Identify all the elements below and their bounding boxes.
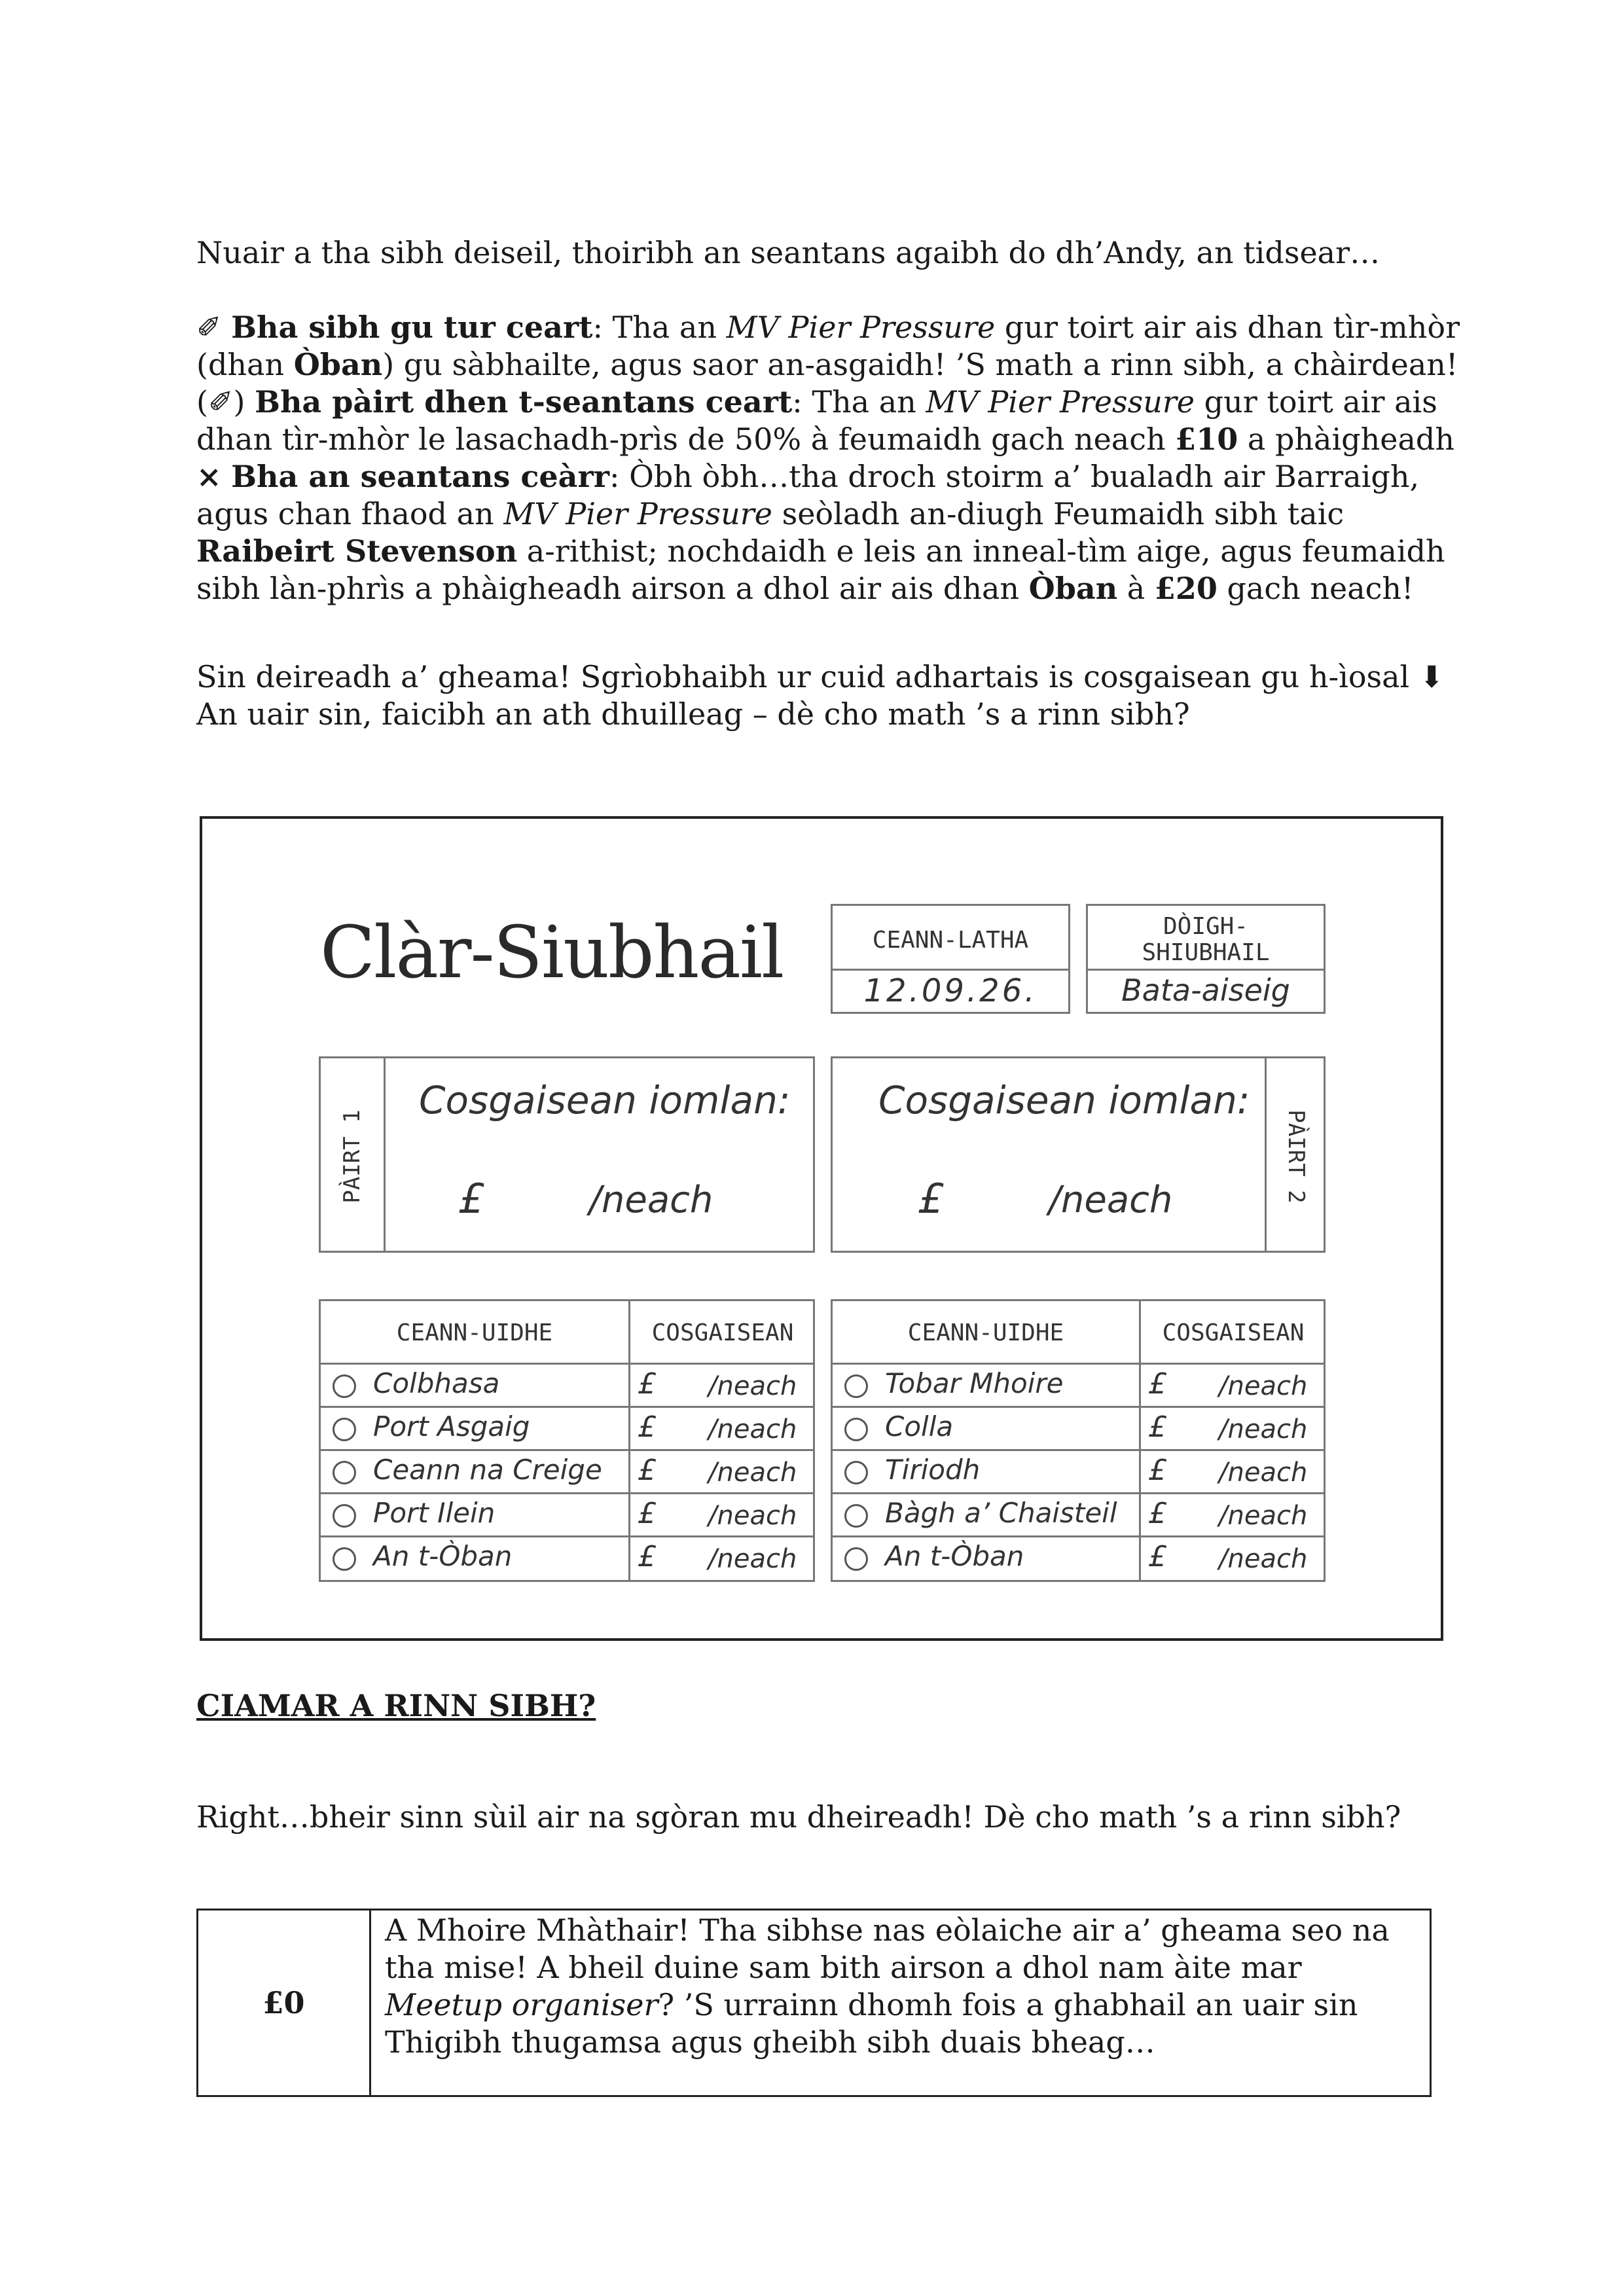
destination-row <box>321 1406 813 1451</box>
mode-label <box>1088 914 1324 966</box>
pair1-per-person: /neach <box>589 1179 713 1221</box>
outcome-text: gur toirt air ais dhan tìr-mhòr le lasachadh-prìs de 50% à feumaidh gach neach <box>196 384 1437 457</box>
destination-row <box>321 1449 813 1494</box>
pair2-pound[interactable]: £ <box>918 1175 944 1223</box>
cost-pound[interactable]: £ <box>1148 1540 1166 1573</box>
itinerary-card <box>200 816 1443 1641</box>
section-intro: Right…bheir sinn sùil air na sgòran mu dheireadh! Dè cho math ’s a rinn sibh? <box>196 1799 1401 1835</box>
outcome-text: à <box>1117 571 1155 606</box>
pair2-per-person: /neach <box>1049 1179 1173 1221</box>
destination-name: An t-Òban <box>885 1540 1024 1572</box>
cost-per-person: /neach <box>708 1501 797 1531</box>
destination-name: Bàgh a’ Chaisteil <box>885 1497 1117 1529</box>
cost-pound[interactable]: £ <box>1148 1410 1166 1444</box>
pair1-pound[interactable]: £ <box>458 1175 484 1223</box>
destination-name: Tobar Mhoire <box>885 1367 1064 1399</box>
check-icon: ✐ <box>196 310 222 345</box>
destination-row <box>321 1363 813 1408</box>
end-note-text: Sin deireadh a’ gheama! Sgrìobhaibh ur cuid adhartais is cosgaisean gu h-ìosal <box>196 659 1419 694</box>
cost-pound[interactable]: £ <box>1148 1367 1166 1401</box>
destination-name: Colbhasa <box>373 1367 500 1399</box>
down-arrow-icon: ⬇ <box>1418 659 1445 694</box>
outcome-text: : Tha an <box>592 310 727 345</box>
outcome-list <box>196 309 1473 607</box>
destination-radio[interactable] <box>844 1504 868 1528</box>
destination-name: Port Asgaig <box>373 1410 530 1443</box>
date-value[interactable]: 12.09.26. <box>863 973 1038 1009</box>
destination-radio[interactable] <box>333 1418 356 1441</box>
cost-pound[interactable]: £ <box>1148 1497 1166 1530</box>
outcome-text: : Òbh òbh…tha droch stoirm a’ bualadh air Barraigh, agus chan fhaod an <box>196 459 1420 531</box>
end-note <box>196 658 1473 733</box>
destination-row <box>833 1363 1324 1408</box>
destination-name: Port Ilein <box>373 1497 496 1529</box>
cost-pound[interactable]: £ <box>638 1454 656 1487</box>
cost-per-person: /neach <box>1219 1414 1308 1444</box>
destination-radio[interactable] <box>333 1461 356 1484</box>
outcome-text: a-rithist; nochdaidh e leis an inneal-tìm aige, agus feumaidh sibh làn-phrìs a phàigheadh airson a dhol air ais dhan <box>196 533 1445 606</box>
place-name: Òban <box>293 347 383 382</box>
outcome-text: gur toirt air ais dhan tìr-mhòr (dhan <box>196 310 1460 382</box>
destination-row <box>833 1449 1324 1494</box>
destination-row <box>321 1535 813 1581</box>
score-message <box>385 1912 1419 2061</box>
cost-per-person: /neach <box>708 1544 797 1574</box>
destination-radio[interactable] <box>844 1461 868 1484</box>
score-role: Meetup organiser <box>385 1987 659 2022</box>
ship-name: MV Pier Pressure <box>926 384 1195 420</box>
destination-row <box>833 1535 1324 1581</box>
price: £20 <box>1154 571 1218 606</box>
outcome-wrong-heading: Bha an seantans ceàrr <box>231 459 609 494</box>
cost-pound[interactable]: £ <box>638 1540 656 1573</box>
person-name: Raibeirt Stevenson <box>196 533 518 569</box>
ship-name: MV Pier Pressure <box>726 310 996 345</box>
destination-row <box>321 1492 813 1537</box>
outcome-text: seòladh an-diugh Feumaidh sibh taic <box>772 496 1344 531</box>
destination-name: Colla <box>885 1410 954 1443</box>
intro-text: Nuair a tha sibh deiseil, thoiribh an seantans agaibh do dh’Andy, an tidsear… <box>196 235 1380 270</box>
destination-radio[interactable] <box>333 1374 356 1398</box>
mode-box <box>1086 904 1326 1014</box>
pair1-col-cost: COSGAISEAN <box>651 1319 794 1346</box>
pair1-total-box <box>319 1056 815 1253</box>
destination-radio[interactable] <box>844 1374 868 1398</box>
destination-radio[interactable] <box>844 1418 868 1441</box>
card-title: Clàr-Siubhail <box>320 910 784 994</box>
outcome-correct-heading: Bha sibh gu tur ceart <box>231 310 593 345</box>
destination-name: Tiriodh <box>885 1454 981 1486</box>
outcome-partial <box>196 384 1473 458</box>
pair1-label: PÀIRT 1 <box>339 1109 365 1204</box>
date-label: CEANN-LATHA <box>872 927 1029 954</box>
cost-per-person: /neach <box>708 1414 797 1444</box>
cost-per-person: /neach <box>708 1371 797 1401</box>
cost-per-person: /neach <box>1219 1458 1308 1488</box>
destination-radio[interactable] <box>333 1504 356 1528</box>
cross-icon: × <box>196 459 222 494</box>
cost-per-person: /neach <box>1219 1371 1308 1401</box>
pair2-total-label: Cosgaisean iomlan: <box>878 1078 1250 1122</box>
section-heading: CIAMAR A RINN SIBH? <box>196 1688 596 1723</box>
destination-name: An t-Òban <box>373 1540 513 1572</box>
outcome-wrong <box>196 458 1473 607</box>
pair1-total-label: Cosgaisean iomlan: <box>419 1078 791 1122</box>
partial-check-icon: (✐) <box>196 384 245 420</box>
pair2-col-destination: CEANN-UIDHE <box>907 1319 1064 1346</box>
place-name: Òban <box>1028 571 1118 606</box>
outcome-partial-heading: Bha pàirt dhen t-seantans ceart <box>255 384 793 420</box>
outcome-text: a phàigheadh <box>1238 422 1454 457</box>
mode-label-line: SHIUBHAIL <box>1142 939 1270 966</box>
price: £10 <box>1175 422 1238 457</box>
cost-pound[interactable]: £ <box>1148 1454 1166 1487</box>
cost-pound[interactable]: £ <box>638 1497 656 1530</box>
outcome-text: gach neach! <box>1217 571 1414 606</box>
score-table <box>196 1909 1432 2097</box>
destination-name: Ceann na Creige <box>373 1454 602 1486</box>
date-box <box>831 904 1070 1014</box>
pair1-col-destination: CEANN-UIDHE <box>396 1319 553 1346</box>
pair2-destination-table <box>831 1299 1326 1582</box>
score-text: A Mhoire Mhàthair! Tha sibhse nas eòlaiche air a’ gheama seo na tha mise! A bheil duine sam bith airson a dhol nam àite mar <box>385 1912 1390 1985</box>
outcome-correct <box>196 309 1473 384</box>
pair1-destination-table <box>319 1299 815 1582</box>
score-text: ? ’S urrainn dhomh fois a ghabhail an uair sin Thigibh thugamsa agus gheibh sibh duais bheag… <box>385 1987 1358 2060</box>
pair2-total-box <box>831 1056 1326 1253</box>
destination-row <box>833 1492 1324 1537</box>
end-note-text: An uair sin, faicibh an ath dhuilleag – dè cho math ’s a rinn sibh? <box>196 696 1190 732</box>
cost-per-person: /neach <box>1219 1501 1308 1531</box>
cost-pound[interactable]: £ <box>638 1410 656 1444</box>
ship-name: MV Pier Pressure <box>503 496 772 531</box>
mode-label-line: DÒIGH- <box>1163 913 1249 940</box>
score-amount: £0 <box>262 1985 305 2020</box>
cost-per-person: /neach <box>1219 1544 1308 1574</box>
outcome-text: : Tha an <box>792 384 926 420</box>
destination-radio[interactable] <box>844 1547 868 1571</box>
destination-radio[interactable] <box>333 1547 356 1571</box>
cost-pound[interactable]: £ <box>638 1367 656 1401</box>
mode-value[interactable]: Bata-aiseig <box>1121 973 1290 1008</box>
pair2-label: PÀIRT 2 <box>1283 1109 1309 1204</box>
outcome-text: ) gu sàbhailte, agus saor an-asgaidh! ’S math a rinn sibh, a chàirdean! <box>382 347 1458 382</box>
pair2-col-cost: COSGAISEAN <box>1162 1319 1305 1346</box>
cost-per-person: /neach <box>708 1458 797 1488</box>
destination-row <box>833 1406 1324 1451</box>
